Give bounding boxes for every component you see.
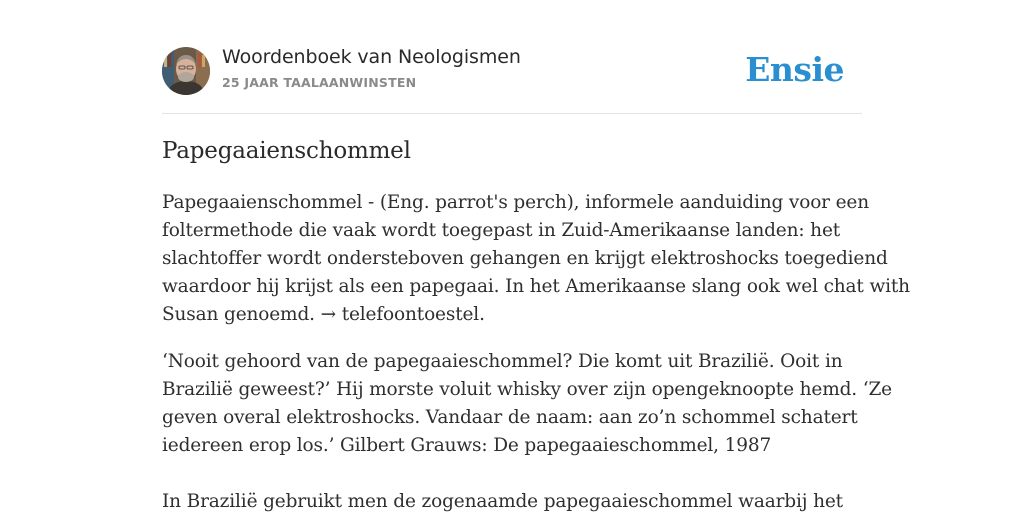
paragraph-line <box>162 301 862 329</box>
author-avatar[interactable] <box>162 47 210 95</box>
paragraph-line: geven overal elektroshocks. Vandaar de naam: aan zo’n schommel schatert <box>162 407 858 428</box>
paragraph-line: iedereen erop los.’ Gilbert Grauws: De papegaaieschommel, 1987 <box>162 435 772 456</box>
header-divider <box>162 113 862 114</box>
article-body <box>162 189 910 512</box>
cross-reference-label: telefoontoestel <box>341 304 480 325</box>
quote-paragraph <box>162 348 892 512</box>
page-title: Papegaaienschommel <box>162 138 411 164</box>
definition-paragraph <box>162 189 910 329</box>
paragraph-line: Brazilië geweest?’ Hij morste voluit whisky over zijn opengeknoopte hemd. ‘Ze <box>162 379 892 400</box>
author-name[interactable]: Woordenboek van Neologismen <box>222 46 521 68</box>
paragraph-line: foltermethode die vaak wordt toegepast in Zuid-Amerikaanse landen: het <box>162 220 841 241</box>
arrow-right-icon: → <box>320 304 336 325</box>
author-subtitle: 25 JAAR TAALAANWINSTEN <box>222 75 417 90</box>
line-break <box>162 460 862 488</box>
cross-reference-link[interactable] <box>321 304 479 325</box>
paragraph-line: waardoor hij krijst als een papegaai. In het Amerikaanse slang ook wel chat with <box>162 276 910 297</box>
author-portrait-icon <box>162 47 210 95</box>
paragraph-line: slachtoffer wordt ondersteboven gehangen en krijgt elektroshocks toegediend <box>162 248 888 269</box>
paragraph-text: Susan genoemd. <box>162 304 321 325</box>
paragraph-text: . <box>479 304 485 325</box>
paragraph-line: Papegaaienschommel - (Eng. parrot's perch), informele aanduiding voor een <box>162 192 869 213</box>
paragraph-line: ‘Nooit gehoord van de papegaaieschommel? Die komt uit Brazilië. Ooit in <box>162 351 843 372</box>
paragraph-line: In Brazilië gebruikt men de zogenaamde papegaaieschommel waarbij het <box>162 491 843 512</box>
brand-logo[interactable]: Ensie <box>745 50 844 89</box>
header <box>162 46 862 96</box>
